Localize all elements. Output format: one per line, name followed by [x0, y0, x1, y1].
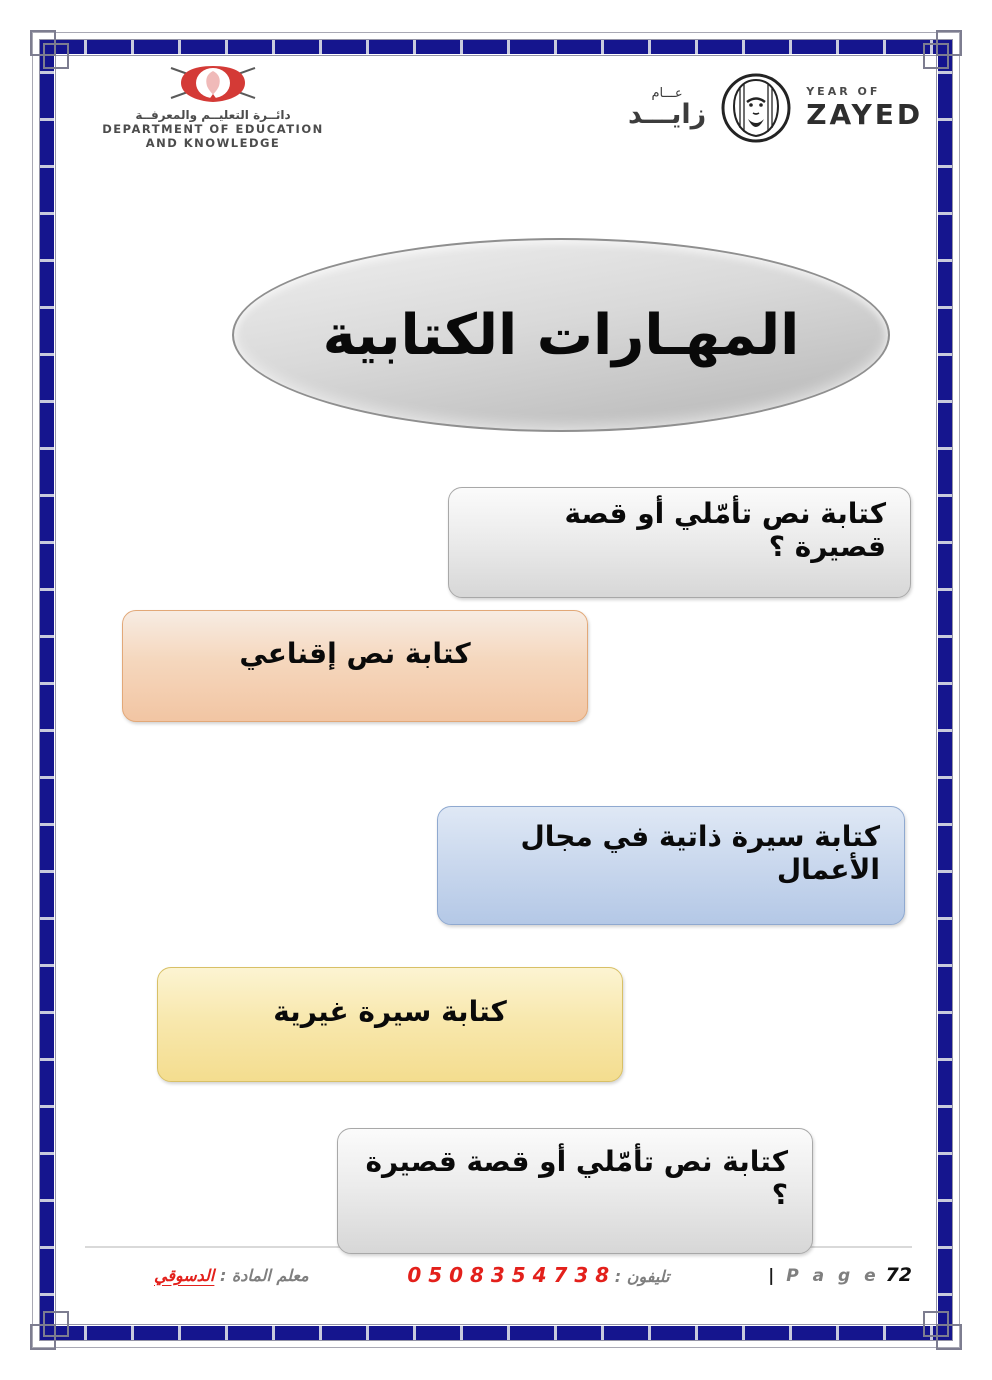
- border-corner-ornament: [923, 1311, 949, 1337]
- zayed-arabic-wordmark: [628, 87, 706, 129]
- page-border-ticks-bottom: [40, 1326, 952, 1340]
- adek-logo: [88, 64, 338, 151]
- border-corner-ornament: [43, 43, 69, 69]
- border-corner-ornament: [923, 43, 949, 69]
- box-label: كتابة نص تأمّلي أو قصة قصيرة ؟: [365, 1145, 788, 1211]
- page-label: P a g e: [786, 1266, 880, 1286]
- border-corner-ornament: [30, 30, 56, 56]
- box-persuasive-text: [122, 610, 588, 722]
- page-number: 72: [885, 1264, 912, 1286]
- footer-phone: [407, 1263, 669, 1287]
- page-title: المهـارات الكتابية: [322, 302, 800, 368]
- teacher-name: الدسوقي: [154, 1265, 215, 1285]
- year-of-zayed-logo: [628, 68, 923, 148]
- box-business-cv: [437, 806, 905, 925]
- uae-falcon-emblem-icon: [163, 64, 263, 104]
- zayed-arabic-top: عـــام: [651, 86, 683, 101]
- page-border-ticks-left: [40, 40, 54, 1340]
- border-corner-ornament: [30, 1324, 56, 1350]
- zayed-arabic-bottom: زايـــد: [628, 98, 707, 130]
- phone-label: تليفون :: [614, 1267, 670, 1286]
- adek-english-name-line2: AND KNOWLEDGE: [145, 136, 281, 151]
- adek-english-name-line1: DEPARTMENT OF EDUCATION: [102, 122, 324, 136]
- box-reflective-or-short-story-1: [448, 487, 911, 598]
- box-label: كتابة نص إقناعي: [239, 636, 471, 670]
- zayed-english-top: YEAR OF: [806, 85, 881, 98]
- footer-page: [768, 1264, 912, 1286]
- zayed-english-wordmark: [806, 85, 923, 131]
- page-border-ticks-top: [40, 40, 952, 54]
- border-corner-ornament: [936, 1324, 962, 1350]
- page-separator: |: [768, 1266, 775, 1286]
- zayed-portrait-icon: [720, 72, 792, 144]
- page-border-ticks-right: [938, 40, 952, 1340]
- box-biography: [157, 967, 623, 1082]
- border-corner-ornament: [936, 30, 962, 56]
- border-corner-ornament: [43, 1311, 69, 1337]
- footer-teacher: [154, 1266, 309, 1285]
- box-reflective-or-short-story-2: [337, 1128, 813, 1254]
- box-label: كتابة سيرة غيرية: [273, 995, 507, 1028]
- box-label: كتابة سيرة ذاتية في مجال الأعمال: [520, 819, 880, 886]
- phone-number: 0 5 0 8 3 5 4 7 3 8: [407, 1263, 610, 1287]
- teacher-label: معلم المادة :: [219, 1265, 309, 1285]
- adek-arabic-name: دائــرة التعليــم والمعرفــة: [135, 108, 291, 122]
- zayed-english-bottom: ZAYED: [806, 98, 924, 131]
- title-ellipse: [232, 238, 890, 432]
- box-label: كتابة نص تأمّلي أو قصة قصيرة ؟: [564, 496, 886, 563]
- footer: [90, 1260, 912, 1290]
